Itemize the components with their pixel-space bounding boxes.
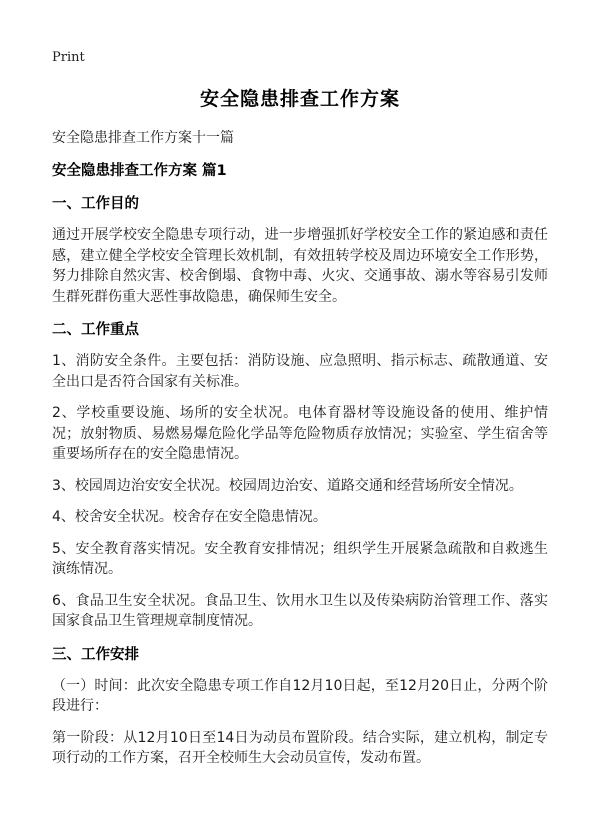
paragraph: 2、学校重要设施、场所的安全状况。电体育器材等设施设备的使用、维护情况；放射物质、易燃易爆危险化学品等危险物质存放情况；实验室、学生宿舍等重要场所存在的安全隐患情况。 [52,405,548,462]
paragraph: 6、食品卫生安全状况。食品卫生、饮用水卫生以及传染病防治管理工作、落实国家食品卫生管理规章制度情况。 [52,592,548,629]
paragraph: 4、校舍安全状况。校舍存在安全隐患情况。 [52,509,327,525]
section-heading-work-purpose: 一、工作目的 [52,196,139,212]
paragraph: 1、消防安全条件。主要包括：消防设施、应急照明、指示标志、疏散通道、安全出口是否符合国家有关标准。 [52,353,548,390]
paragraph: 3、校园周边治安安全状况。校园周边治安、道路交通和经营场所安全情况。 [52,477,523,494]
section-heading-work-schedule: 三、工作安排 [52,646,139,663]
paragraph: 5、安全教育落实情况。安全教育安排情况；组织学生开展紧急疏散和自救逃生演练情况。 [52,540,548,577]
document-subtitle: 安全隐患排查工作方案十一篇 [52,130,234,146]
paragraph: （一）时间：此次安全隐患专项工作自12月10日起，至12月20日止，分两个阶段进行： [52,677,548,714]
paragraph: 第一阶段：从12月10日至14日为动员布置阶段。结合实际，建立机构，制定专项行动的工作方案，召开全校师生大会动员宣传，发动布置。 [52,729,548,766]
print-link[interactable]: Print [52,50,85,65]
article-heading: 安全隐患排查工作方案 篇1 [52,163,227,179]
document-title: 安全隐患排查工作方案 [199,88,400,110]
paragraph: 通过开展学校安全隐患专项行动，进一步增强抓好学校安全工作的紧迫感和责任感，建立健全学校安全管理长效机制，有效扭转学校及周边环境安全工作形势，努力排除自然灾害、校舍倒塌、食物中毒、火灾、交通事故、溺水等容易引发师生群死群伤重大恶性事故隐患，确保师生安全。 [52,227,548,305]
section-heading-work-focus: 二、工作重点 [52,322,139,338]
